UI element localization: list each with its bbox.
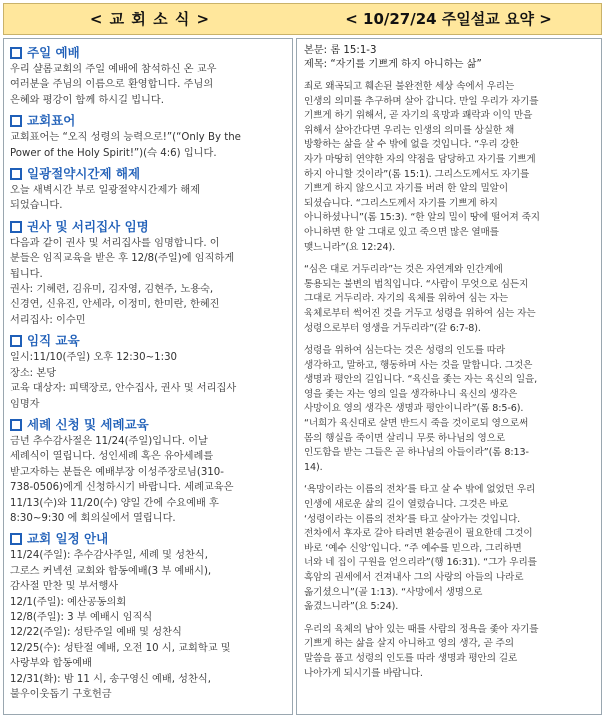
sermon-paragraph: ‘욕망이라는 이름의 전차’를 타고 살 수 밖에 없었던 우리 인생에 새로운 삶의 길이 열렸습니다. 그것은 바로 ‘성령이라는 이름의 전차’를 타고 살아가는 것입니다. 전차에서 후자로 갈아 타려면 환승권이 필요한데 그것이 바로 ‘예수 신앙’입니다. “주 예수를 믿으라, 그리하면 너와 네 집이 구원을 얻으리라”(행 16:31). “그가 우리를 흑암의 권세에서 건져내사 그의 사랑의 아들의 나라로 옮기셨으니”(골 1:13). “사망에서 생명으로 옮겼느니라”(요 5:24). [304, 484, 537, 613]
section-title: 세례 신청 및 세례교육 [10, 416, 287, 434]
section-body: 교회표어는 “오직 성령의 능력으로!”(“Only By the Power of the Holy Spirit!”)(슥 4:6) 입니다. [10, 132, 241, 159]
section-body: 우리 샬롬교회의 주일 예배에 참석하신 온 교우 여러분을 주님의 이름으로 환영합니다. 주님의 은혜와 평강이 함께 하시길 빕니다. [10, 64, 217, 106]
checkbox-square-icon [10, 168, 22, 180]
checkbox-square-icon [10, 47, 22, 59]
checkbox-square-icon [10, 533, 22, 545]
sermon-passage: 본문: 롬 15:1-3 [304, 45, 377, 56]
section-body: 오늘 새벽시간 부로 일광절약시간제가 해제 되었습니다. [10, 185, 201, 212]
section-church-motto [10, 112, 287, 161]
section-sunday-worship [10, 44, 287, 108]
section-baptism [10, 416, 287, 526]
section-title: 일광절약시간제 해제 [10, 165, 287, 183]
section-body: 금년 추수감사절은 11/24(주일)입니다. 이날 세례식이 열립니다. 성인세례 혹은 유아세례를 받고자하는 분들은 예배부장 이성주장로님(310- 738-0506)에게 신청하시기 바랍니다. 세례교육은 11/13(수)와 11/20(수) 양일 간에 수요예배 후 8:30~9:30 에 회의실에서 열립니다. [10, 435, 234, 524]
checkbox-square-icon [10, 221, 22, 233]
section-title: 교회 일정 안내 [10, 530, 287, 548]
section-title: 권사 및 서리집사 임명 [10, 218, 287, 236]
sermon-paragraph: 죄로 왜곡되고 훼손된 불완전한 세상 속에서 우리는 인생의 의미를 추구하며 살아 갑니다. 만일 우리가 자기를 기쁘게 하기 위해서, 곧 자기의 육망과 쾌락과 이익 만을 위해서 살아간다면 우리는 인생의 의미를 상실한 채 방황하는 삶을 살 수 밖에 없을 것입니다. “우리 강한 자가 마땅히 연약한 자의 약점을 담당하고 자기를 기쁘게 하지 아니할 것이라”(롬 15:1). 그리스도께서도 자기를 기쁘게 하지 않으시고 자기를 버려 한 알의 밀알이 되셨습니다. “그리스도께서 자기를 기쁘게 하지 아니하셨나니”(롬 15:3). “한 알의 밀이 땅에 떨어져 죽지 아니하면 한 알 그대로 있고 죽으면 많은 열매를 맺느니라”(요 12:24). [304, 81, 540, 253]
section-deacon-appointment [10, 218, 287, 328]
sermon-heading [304, 44, 595, 72]
sermon-summary-column [296, 38, 602, 715]
section-title: 주일 예배 [10, 44, 287, 62]
sermon-paragraph: 우리의 육체의 남아 있는 때를 사람의 정욕을 좇아 자기를 기쁘게 하는 삶을 살지 아니하고 영의 생각, 곧 주의 말씀을 품고 성령의 인도를 따라 생명과 평안의 길로 나아가게 되시기를 바랍니다. [304, 623, 539, 679]
bulletin-header [3, 3, 602, 35]
church-news-column [3, 38, 293, 715]
checkbox-square-icon [10, 335, 22, 347]
sermon-paragraph: “심은 대로 거두리라”는 것은 자연계와 인간계에 통용되는 불변의 법칙입니다. “사람이 무엇으로 심든지 그대로 거두리라. 자기의 육체를 위하여 심는 자는 육체로부터 썩어진 것을 거두고 성령을 위하여 심는 자는 성령으로부터 영생을 거두리라”(갈 6:7-8). [304, 264, 536, 334]
checkbox-square-icon [10, 115, 22, 127]
section-body: 11/24(주일): 추수감사주일, 세례 및 성찬식, 그로스 커넥션 교회와 합동예배(3 부 예배시), 감사절 만찬 및 부서행사 12/1(주일): 예산공동의회 12/8(주일): 3 부 예배시 임직식 12/22(주일): 성탄주일 예배 및 성찬식 12/25(수): 성탄절 예배, 오전 10 시, 교회학교 및 사랑부와 합동예배 12/31(화): 밤 11 시, 송구영신 예배, 성찬식, 불우이웃돕기 구호헌금 [10, 550, 231, 700]
section-church-schedule [10, 530, 287, 702]
section-ordination-education [10, 332, 287, 412]
sermon-summary-title: < 10/27/24 주일설교 요약 > [345, 10, 552, 28]
section-body: 일시:11/10(주일) 오후 12:30~1:30 장소: 본당 교육 대상자: 피택장로, 안수집사, 권사 및 서리집사 임명자 [10, 352, 237, 410]
section-title: 교회표어 [10, 112, 287, 130]
section-body: 다음과 같이 권사 및 서리집사를 임명합니다. 이 분들은 임직교육을 받은 후 12/8(주일)에 임직하게 됩니다. 권사: 기혜련, 김유미, 김자영, 김현주, 노용숙, 신경연, 신유진, 안세라, 이정미, 한미란, 한혜진 서리집사: 이수민 [10, 237, 235, 326]
section-daylight-saving [10, 165, 287, 214]
sermon-paragraph: 성령을 위하여 심는다는 것은 성령의 인도를 따라 생각하고, 말하고, 행동하며 사는 것을 말합니다. 그것은 생명과 평안의 길입니다. “육신을 좇는 자는 육신의 일을, 영을 좇는 자는 영의 일을 생각하나니 육신의 생각은 사망이요 영의 생각은 생명과 평안이니라”(롬 8:5-6). “너희가 육신대로 살면 반드시 죽을 것이로되 영으로써 몸의 행실을 죽이면 살리니 무릇 하나님의 영으로 인도함을 받는 그들은 곧 하나님의 아들이라”(롬 8:13- 14). [304, 345, 538, 473]
section-title: 임직 교육 [10, 332, 287, 350]
sermon-title: 제목: “자기를 기쁘게 하지 아니하는 삶” [304, 59, 482, 70]
checkbox-square-icon [10, 419, 22, 431]
church-news-title: < 교 회 소 식 > [89, 10, 211, 28]
